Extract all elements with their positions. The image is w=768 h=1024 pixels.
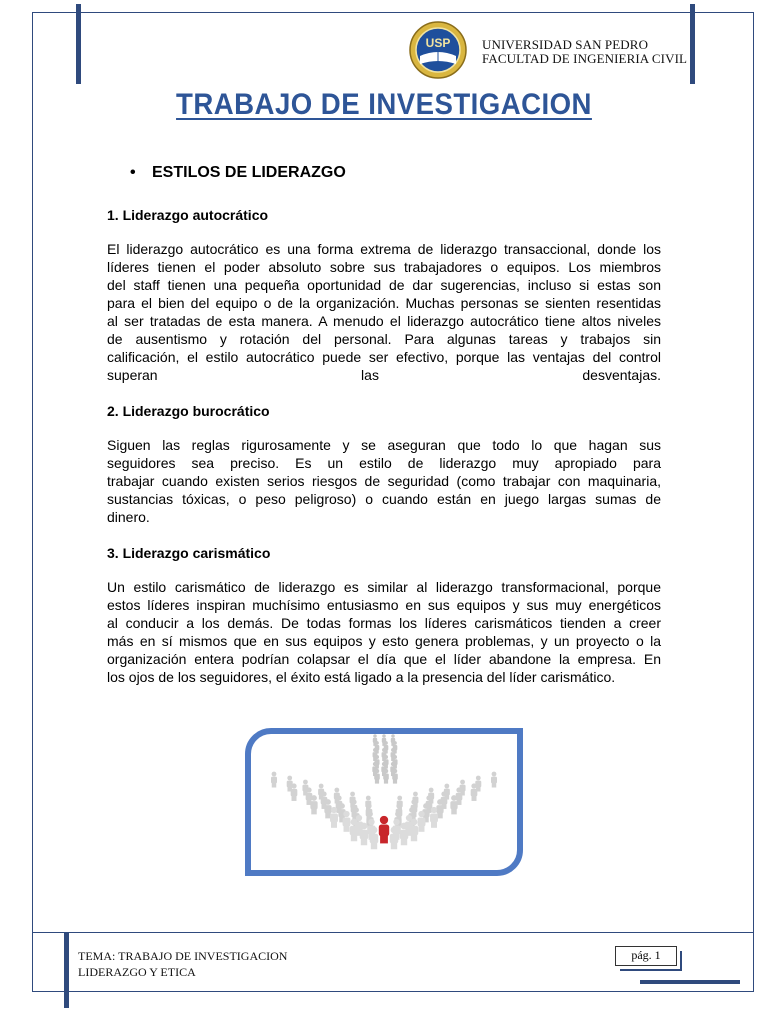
paragraph-line: calificación, el estilo autocrático puede ser efectivo, porque las ventajas del control (107, 349, 661, 365)
footer-topic-line1: TEMA: TRABAJO DE INVESTIGACION (78, 949, 288, 963)
paragraph-line: estos líderes inspiran muchísimo entusiasmo en sus equipos y sus muy energéticos (107, 597, 661, 613)
crowd-person (330, 807, 338, 828)
paragraph-line: trabajar cuando existen serios riesgos de seguridad (como trabajar con maquinaria, (107, 473, 661, 489)
crowd-person (471, 783, 478, 801)
crowd-person (350, 819, 359, 842)
frame-right-line (753, 12, 754, 992)
paragraph-line: Un estilo carismático de liderazgo es similar al liderazgo transformacional, porque (107, 579, 661, 595)
university-name: UNIVERSIDAD SAN PEDRO (482, 37, 649, 52)
crowd-person (291, 783, 298, 801)
paragraph-line: al ser tratadas de esta manera. A menudo el liderazgo autocrático tiene altos niveles (107, 313, 661, 329)
footer-left-bar (64, 932, 69, 1008)
paragraph-line: más en sí mismos que en sus equipos y esto genera problemas, y un proyecto o la (107, 633, 661, 649)
leadership-illustration (245, 728, 523, 876)
paragraph-line: sustancias tóxicas, o peso peligroso) o cuando están en juego largas sumas de (107, 491, 661, 507)
paragraph-line: Siguen las reglas rigurosamente y se aseguran que todo lo que hagan sus (107, 437, 661, 453)
crowd-person (450, 795, 457, 814)
paragraph-line: superan las desventajas. (107, 367, 661, 383)
paragraph-line: del staff tienen una pequeña oportunidad de dar sugerencias, incluso si estas son (107, 277, 661, 293)
bullet-heading-text: ESTILOS DE LIDERAZGO (152, 164, 346, 181)
section-autocratic (107, 206, 661, 384)
crowd-person (491, 772, 497, 788)
header-right-bar (690, 4, 695, 84)
crowd-person (390, 827, 399, 850)
crowd-person (360, 823, 369, 846)
crowd-person (392, 769, 398, 784)
bullet-heading (130, 164, 346, 182)
frame-bottom-line (32, 991, 754, 992)
page-number: pág. 1 (615, 946, 677, 966)
section-title: 1. Liderazgo autocrático (107, 207, 269, 223)
crowd-person (370, 827, 379, 850)
document-title: TRABAJO DE INVESTIGACION (176, 88, 592, 121)
section-title: 2. Liderazgo burocrático (107, 403, 270, 419)
paragraph-line: El liderazgo autocrático es una forma extrema de liderazgo transaccional, donde los (107, 241, 661, 257)
crowd-person (271, 772, 277, 788)
footer-topic-line2: LIDERAZGO Y ETICA (78, 965, 196, 979)
crowd-person (391, 748, 396, 761)
frame-top-line (32, 12, 754, 13)
university-logo (408, 20, 468, 80)
paragraph-line: seguidores sea preciso. Es un estilo de liderazgo muy apropiado para (107, 455, 661, 471)
frame-left-line (32, 12, 33, 992)
footer-topic (78, 948, 287, 980)
crowd-figures (251, 734, 517, 870)
footer-top-line (32, 932, 754, 933)
leader-figure (379, 816, 389, 844)
logo-lettering: USP (425, 36, 451, 50)
paragraph-line: líderes tienen el poder absoluto sobre sus trabajadores o equipos. Los miembros (107, 259, 661, 275)
paragraph-line: de ausentismo y rotación del personal. Para algunas tareas y trabajos sin (107, 331, 661, 347)
crowd-person (383, 769, 389, 784)
crowd-person (382, 748, 387, 761)
crowd-person (310, 795, 317, 814)
crowd-person (374, 769, 380, 784)
paragraph-line: al conducir a los demás. De todas formas los líderes carismáticos tienden a creer (107, 615, 661, 631)
crowd-person (410, 819, 419, 842)
bullet-symbol: • (130, 164, 136, 181)
crowd-person (373, 748, 378, 761)
paragraph-line: organización entera podrían colapsar el día que el líder abandone la empresa. En (107, 651, 661, 667)
section-title: 3. Liderazgo carismático (107, 545, 271, 561)
crowd-person (343, 811, 351, 832)
header-left-bar (76, 4, 81, 84)
paragraph-line: los ojos de los seguidores, el éxito está ligado a la presencia del líder carismático. (107, 669, 616, 685)
crowd-person (400, 823, 409, 846)
faculty-name: FACULTAD DE INGENIERIA CIVIL (482, 51, 688, 66)
section-bureaucratic (107, 402, 661, 526)
university-header (482, 38, 687, 66)
footer-bottom-bar (640, 980, 740, 984)
section-charismatic (107, 544, 661, 686)
paragraph-line: dinero. (107, 509, 150, 525)
crowd-person (418, 811, 426, 832)
paragraph-line: para el bien del equipo o de la organización. Muchas personas se sienten resentidas (107, 295, 661, 311)
crowd-person (430, 807, 438, 828)
